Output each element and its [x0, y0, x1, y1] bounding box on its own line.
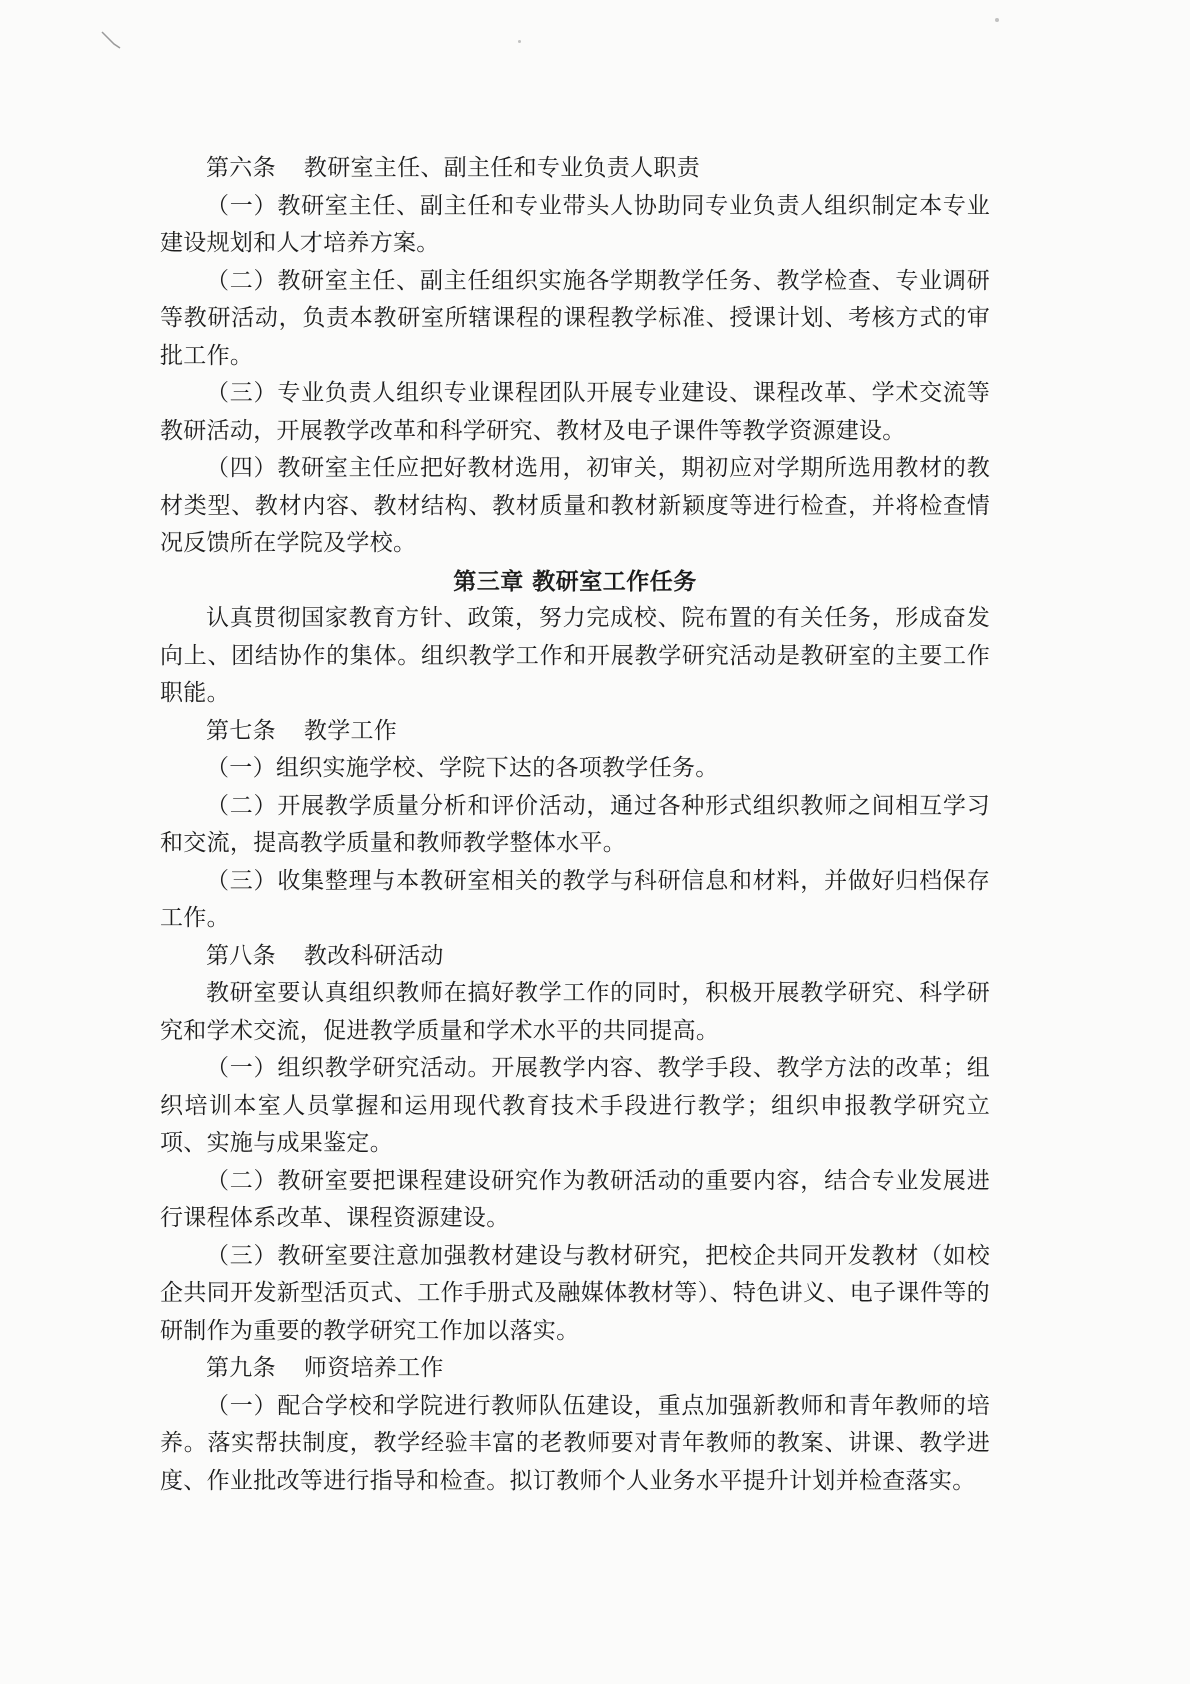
- article-8-item-3: （三）教研室要注意加强教材建设与教材研究，把校企共同开发教材（如校企共同开发新型活页式、工作手册式及融媒体教材等）、特色讲义、电子课件等的研制作为重要的教学研究工作加以落实。: [160, 1242, 990, 1344]
- article-6-item-4: （四）教研室主任应把好教材选用，初审关，期初应对学期所选用教材的教材类型、教材内容、教材结构、教材质量和教材新颖度等进行检查，并将检查情况反馈所在学院及学校。: [160, 455, 990, 556]
- chapter-3-heading: 第三章 教研室工作任务: [453, 567, 697, 595]
- document-body: [160, 150, 990, 1500]
- article-9-item-1: （一）配合学校和学院进行教师队伍建设，重点加强新教师和青年教师的培养。落实帮扶制度，教学经验丰富的老教师要对青年教师的教案、讲课、教学进度、作业批改等进行指导和检查。拟订教师个人业务水平提升计划并检查落实。: [160, 1392, 990, 1494]
- article-7-title: 第七条 教学工作: [206, 717, 398, 744]
- article-7-item-3: （三）收集整理与本教研室相关的教学与科研信息和材料，并做好归档保存工作。: [160, 867, 990, 931]
- article-7-item-2: （二）开展教学质量分析和评价活动，通过各种形式组织教师之间相互学习和交流，提高教学质量和教师教学整体水平。: [160, 792, 990, 856]
- scan-mark-icon: [100, 28, 122, 50]
- article-8-item-1: （一）组织教学研究活动。开展教学内容、教学手段、教学方法的改革；组织培训本室人员掌握和运用现代教育技术手段进行教学；组织申报教学研究立项、实施与成果鉴定。: [160, 1055, 990, 1156]
- article-6-item-3: （三）专业负责人组织专业课程团队开展专业建设、课程改革、学术交流等教研活动，开展教学改革和科学研究、教材及电子课件等教学资源建设。: [160, 380, 990, 444]
- scan-speck: [518, 40, 521, 43]
- chapter-3-intro: 认真贯彻国家教育方针、政策，努力完成校、院布置的有关任务，形成奋发向上、团结协作的集体。组织教学工作和开展教学研究活动是教研室的主要工作职能。: [160, 605, 990, 706]
- article-6-item-1: （一）教研室主任、副主任和专业带头人协助同专业负责人组织制定本专业建设规划和人才培养方案。: [160, 192, 990, 256]
- article-8-intro: 教研室要认真组织教师在搞好教学工作的同时，积极开展教学研究、科学研究和学术交流，促进教学质量和学术水平的共同提高。: [160, 980, 990, 1044]
- article-6-title: 第六条 教研室主任、副主任和专业负责人职责: [206, 155, 701, 181]
- article-8-item-2: （二）教研室要把课程建设研究作为教研活动的重要内容，结合专业发展进行课程体系改革、课程资源建设。: [160, 1167, 990, 1231]
- article-7-item-1: （一）组织实施学校、学院下达的各项教学任务。: [206, 755, 719, 781]
- article-6-item-2: （二）教研室主任、副主任组织实施各学期教学任务、教学检查、专业调研等教研活动，负责本教研室所辖课程的课程教学标准、授课计划、考核方式的审批工作。: [160, 267, 990, 369]
- scan-speck: [995, 18, 999, 22]
- article-9-title: 第九条 师资培养工作: [206, 1355, 444, 1381]
- article-8-title: 第八条 教改科研活动: [206, 942, 444, 969]
